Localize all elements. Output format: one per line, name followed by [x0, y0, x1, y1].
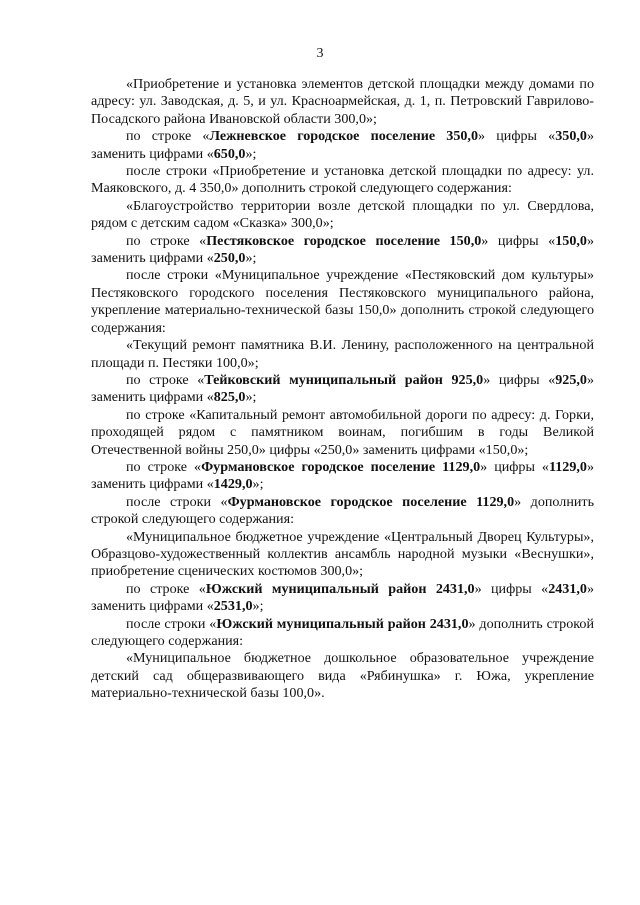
text-run: по строке «	[126, 371, 205, 388]
paragraph	[91, 494, 594, 529]
paragraph	[91, 372, 594, 407]
paragraph	[91, 76, 594, 128]
bold-text: 150,0	[555, 232, 587, 249]
text-run: » цифры «	[481, 232, 556, 249]
text-run: «Приобретение и установка элементов детской площадки между домами по адресу: ул. Заводская, д. 5, и ул. Красноармейская, д. 1, п. Петровский Гаврилово-Посадского района Ивановской области 300,0»;	[91, 76, 594, 127]
paragraph	[91, 616, 594, 651]
bold-text: 2531,0	[213, 598, 253, 615]
paragraph	[91, 233, 594, 268]
text-run: » цифры «	[478, 128, 556, 145]
text-run: » цифры «	[480, 458, 549, 475]
text-run: после строки «Приобретение и установка детской площадки по адресу: ул. Маяковского, д. 4 350,0» дополнить строкой следующего содержания:	[91, 163, 594, 197]
text-run: по строке «	[126, 232, 207, 249]
bold-text: 2431,0	[548, 580, 587, 597]
text-run: »;	[252, 476, 264, 493]
bold-text: 1429,0	[213, 476, 253, 493]
bold-text: Пестяковское городское поселение 150,0	[206, 232, 482, 249]
bold-text: Фурмановское городское поселение 1129,0	[227, 493, 515, 510]
text-run: по строке «Капитальный ремонт автомобильной дороги по адресу: д. Горки, проходящей рядом с памятником воинам, погибшим в годы Великой Отечественной войны 250,0» цифры «250,0» заменить цифрами «150,0»;	[91, 406, 594, 458]
text-run: «Благоустройство территории возле детской площадки по ул. Свердлова, рядом с детским садом «Сказка» 300,0»;	[91, 197, 594, 232]
paragraph	[91, 459, 594, 494]
paragraph	[91, 267, 594, 337]
document-body	[91, 76, 594, 703]
bold-text: 925,0	[555, 371, 587, 388]
bold-text: Лежневское городское поселение 350,0	[209, 128, 479, 145]
paragraph	[91, 407, 594, 459]
text-run: «Текущий ремонт памятника В.И. Ленину, расположенного на центральной площади п. Пестяки 100,0»;	[91, 337, 594, 371]
bold-text: Южский муниципальный район 2431,0	[216, 615, 469, 632]
bold-text: 250,0	[213, 250, 246, 267]
paragraph	[91, 128, 594, 163]
page-number: 3	[316, 46, 324, 61]
text-run: »;	[245, 389, 257, 406]
paragraph	[91, 337, 594, 372]
text-run: после строки «	[126, 493, 228, 510]
text-run: »;	[252, 598, 264, 615]
text-run: » заменить цифрами «	[91, 371, 595, 406]
text-run: » цифры «	[483, 371, 556, 388]
text-run: после строки «	[126, 615, 217, 632]
text-run: после строки «Муниципальное учреждение «Пестяковский дом культуры» Пестяковского городского поселения Пестяковского муниципального района, укрепление материально-технической базы 150,0» дополнить строкой следующего содержания:	[91, 267, 594, 336]
text-run: » заменить цифрами «	[91, 580, 594, 615]
paragraph	[91, 581, 594, 616]
bold-text: 650,0	[213, 145, 246, 162]
bold-text: Тейковский муниципальный район 925,0	[204, 371, 484, 388]
bold-text: Фурмановское городское поселение 1129,0	[201, 458, 481, 475]
bold-text: Южский муниципальный район 2431,0	[205, 580, 475, 597]
paragraph	[91, 198, 594, 233]
text-run: по строке «	[126, 580, 206, 597]
text-run: » дополнить строкой следующего содержания:	[91, 615, 594, 649]
text-run: » цифры «	[474, 580, 549, 597]
text-run: »;	[245, 145, 257, 162]
paragraph	[91, 650, 594, 702]
text-run: по строке «	[126, 128, 210, 145]
bold-text: 1129,0	[548, 458, 587, 475]
text-run: » заменить цифрами «	[91, 458, 594, 493]
text-run: «Муниципальное бюджетное дошкольное образовательное учреждение детский сад общеразвивающего вида «Рябинушка» г. Южа, укрепление материально-технической базы 100,0».	[91, 650, 594, 702]
text-run: » заменить цифрами «	[91, 232, 594, 267]
paragraph	[91, 529, 594, 581]
text-run: »;	[245, 250, 257, 267]
paragraph	[91, 163, 594, 198]
bold-text: 825,0	[213, 389, 246, 406]
text-run: » заменить цифрами «	[91, 128, 594, 162]
text-run: » дополнить строкой следующего содержания:	[91, 493, 594, 528]
text-run: по строке «	[126, 458, 202, 475]
bold-text: 350,0	[555, 128, 587, 145]
text-run: «Муниципальное бюджетное учреждение «Центральный Дворец Культуры», Образцово-художественный коллектив ансамбль народной музыки «Веснушки», приобретение сценических костюмов 300,0»;	[91, 528, 594, 580]
